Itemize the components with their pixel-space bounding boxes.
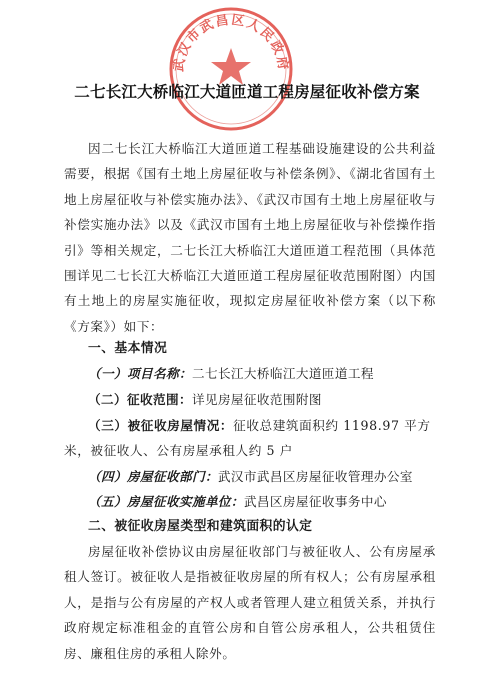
document-title: 二七长江大桥临江大道匝道工程房屋征收补偿方案 <box>74 83 420 101</box>
intro-paragraph: 因二七长江大桥临江大道匝道工程基础设施建设的公共利益需要，根据《国有土地上房屋征收与补偿条例》、《湖北省国有土地上房屋征收与补偿实施办法》、《武汉市国有土地上房屋征收与补偿实施办法》以及《武汉市国有土地上房屋征收与补偿操作指引》等相关规定，二七长江大桥临江大道匝道工程范围（具体范围详见二七长江大桥临江大道匝道工程房屋征收范围附图）内国有土地上的房屋实施征收，现拟定房屋征收补偿方案（以下称《方案》）如下： <box>64 141 436 334</box>
seal-text: 武汉市武昌区人民政府 <box>171 12 291 73</box>
item-label: （五）房屋征收实施单位： <box>88 494 244 509</box>
item-department <box>88 464 468 489</box>
section2-paragraph: 房屋征收补偿协议由房屋征收部门与被征收人、公有房屋承租人签订。被征收人是指被征收房屋的所有权人；公有房屋承租人，是指与公有房屋的产权人或者管理人建立租赁关系，并执行政府规定标准租金的直管公房和自管公房承租人，公共租赁住房、廉租住房的承租人除外。 <box>64 544 436 661</box>
official-seal <box>166 4 296 134</box>
item-scope <box>88 387 468 412</box>
item-implementing-unit <box>88 489 468 514</box>
item-label: （三）被征收房屋情况： <box>88 418 234 433</box>
item-value: 二七长江大桥临江大道匝道工程 <box>191 366 374 381</box>
item-value: 武昌区房屋征收事务中心 <box>243 494 387 509</box>
item-label: （四）房屋征收部门： <box>88 469 218 484</box>
item-value: 武汉市武昌区房屋征收管理办公室 <box>217 469 413 484</box>
item-value: 征收总建筑面积约 1198.97 平方米，被征收人、公有房屋承租人约 5 户 <box>64 418 431 459</box>
item-label: （二）征收范围： <box>88 392 192 407</box>
item-value: 详见房屋征收范围附图 <box>191 392 322 407</box>
section-heading-basic-info: 一、基本情况 <box>88 341 168 356</box>
item-house-status <box>64 413 436 464</box>
section-heading-type-area: 二、被征收房屋类型和建筑面积的认定 <box>88 519 313 534</box>
item-label: （一）项目名称： <box>88 366 192 381</box>
item-project-name <box>88 361 468 386</box>
